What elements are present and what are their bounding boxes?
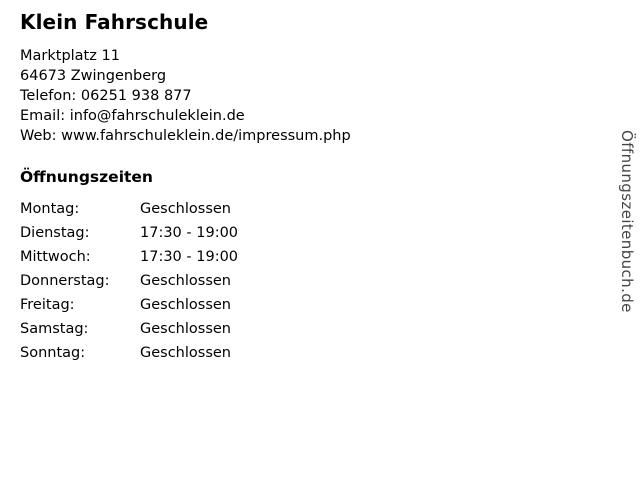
address-city: 64673 Zwingenberg	[20, 68, 167, 84]
day-label: Mittwoch:	[20, 249, 91, 265]
address-block	[20, 46, 580, 146]
day-hours: Geschlossen	[140, 345, 231, 361]
address-street: Marktplatz 11	[20, 48, 120, 64]
table-row	[20, 320, 238, 344]
day-hours: Geschlossen	[140, 201, 231, 217]
day-hours: Geschlossen	[140, 321, 231, 337]
table-row	[20, 224, 238, 248]
table-row	[20, 248, 238, 272]
watermark-label: Öffnungszeitenbuch.de	[618, 130, 636, 313]
day-label: Montag:	[20, 201, 80, 217]
day-label: Freitag:	[20, 297, 75, 313]
day-hours: 17:30 - 19:00	[140, 249, 239, 265]
web-line: Web: www.fahrschuleklein.de/impressum.php	[20, 128, 351, 144]
table-row	[20, 344, 238, 368]
day-label: Donnerstag:	[20, 273, 110, 289]
opening-hours-table	[20, 200, 238, 368]
table-row	[20, 296, 238, 320]
email-line: Email: info@fahrschuleklein.de	[20, 108, 245, 124]
opening-hours-heading: Öffnungszeiten	[20, 168, 153, 186]
content-area	[20, 10, 580, 368]
table-row	[20, 272, 238, 296]
page-title: Klein Fahrschule	[20, 10, 209, 34]
phone-line: Telefon: 06251 938 877	[20, 88, 192, 104]
day-hours: Geschlossen	[140, 273, 231, 289]
day-hours: Geschlossen	[140, 297, 231, 313]
table-row	[20, 200, 238, 224]
day-label: Sonntag:	[20, 345, 86, 361]
day-label: Dienstag:	[20, 225, 90, 241]
day-hours: 17:30 - 19:00	[140, 225, 239, 241]
day-label: Samstag:	[20, 321, 89, 337]
